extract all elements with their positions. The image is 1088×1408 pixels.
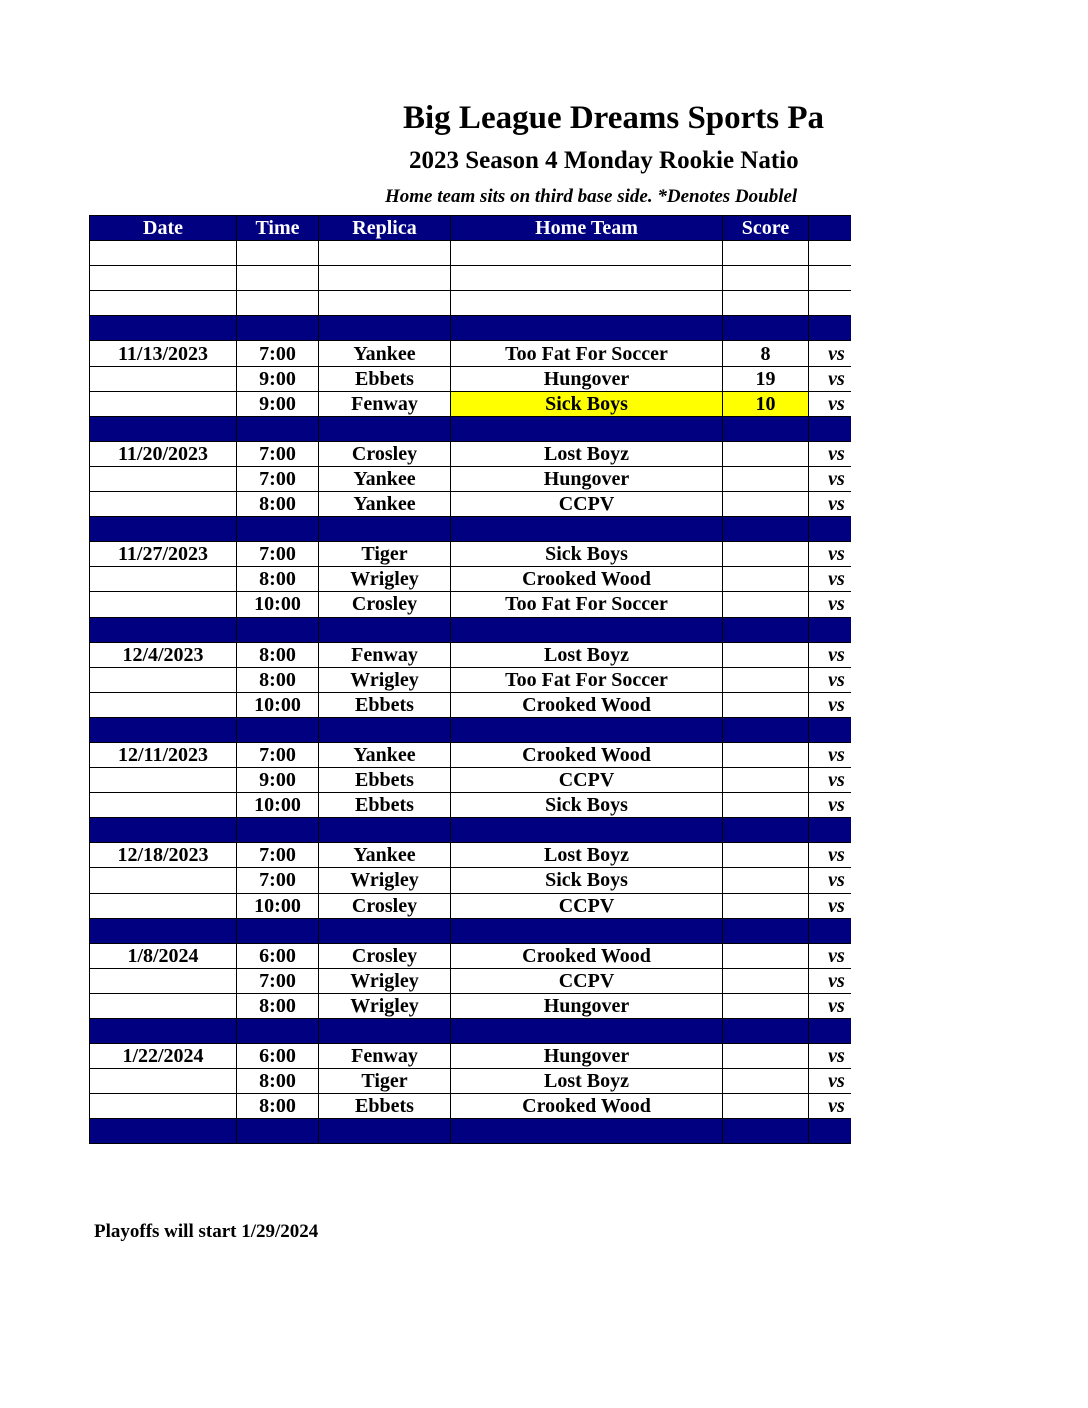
column-header-home-team: Home Team — [451, 216, 723, 241]
score-cell — [723, 768, 809, 793]
vs-cell: vs — [809, 793, 852, 818]
home-team-cell — [451, 918, 723, 943]
table-row — [90, 968, 852, 993]
home-team-cell: Sick Boys — [451, 868, 723, 893]
date-cell — [90, 466, 237, 491]
table-row — [90, 542, 852, 567]
home-team-cell: Sick Boys — [451, 793, 723, 818]
vs-cell — [809, 1119, 852, 1144]
vs-cell — [809, 316, 852, 341]
separator-row — [90, 918, 852, 943]
score-cell — [723, 617, 809, 642]
time-cell — [237, 818, 319, 843]
date-cell: 12/11/2023 — [90, 742, 237, 767]
replica-cell — [319, 316, 451, 341]
column-header-vs — [809, 216, 852, 241]
table-row — [90, 341, 852, 366]
date-cell: 12/4/2023 — [90, 642, 237, 667]
score-cell — [723, 266, 809, 291]
home-team-cell: Lost Boyz — [451, 642, 723, 667]
date-cell: 12/18/2023 — [90, 843, 237, 868]
separator-row — [90, 416, 852, 441]
home-team-cell — [451, 416, 723, 441]
score-cell — [723, 843, 809, 868]
time-cell: 6:00 — [237, 1044, 319, 1069]
date-cell — [90, 241, 237, 266]
date-cell: 1/22/2024 — [90, 1044, 237, 1069]
blank-row — [90, 241, 852, 266]
home-team-cell — [451, 316, 723, 341]
replica-cell — [319, 918, 451, 943]
replica-cell: Wrigley — [319, 868, 451, 893]
score-cell — [723, 667, 809, 692]
home-team-cell: Lost Boyz — [451, 843, 723, 868]
replica-cell: Yankee — [319, 843, 451, 868]
date-cell — [90, 517, 237, 542]
score-cell — [723, 316, 809, 341]
home-team-cell — [451, 617, 723, 642]
vs-cell: vs — [809, 1069, 852, 1094]
home-team-cell — [451, 291, 723, 316]
home-team-cell: Hungover — [451, 466, 723, 491]
separator-row — [90, 517, 852, 542]
vs-cell: vs — [809, 592, 852, 617]
table-row — [90, 667, 852, 692]
date-cell — [90, 1119, 237, 1144]
separator-row — [90, 1119, 852, 1144]
vs-cell: vs — [809, 366, 852, 391]
replica-cell: Ebbets — [319, 768, 451, 793]
score-cell — [723, 993, 809, 1018]
table-row — [90, 1094, 852, 1119]
schedule-body — [90, 241, 852, 1144]
score-cell — [723, 918, 809, 943]
date-cell — [90, 993, 237, 1018]
score-cell — [723, 492, 809, 517]
score-cell — [723, 1094, 809, 1119]
vs-cell — [809, 291, 852, 316]
score-cell — [723, 1069, 809, 1094]
home-team-cell: Too Fat For Soccer — [451, 592, 723, 617]
date-cell — [90, 1019, 237, 1044]
time-cell: 9:00 — [237, 768, 319, 793]
vs-cell: vs — [809, 492, 852, 517]
vs-cell — [809, 416, 852, 441]
vs-cell: vs — [809, 1044, 852, 1069]
score-cell: 10 — [723, 391, 809, 416]
score-cell — [723, 416, 809, 441]
date-cell — [90, 492, 237, 517]
vs-cell — [809, 818, 852, 843]
vs-cell: vs — [809, 768, 852, 793]
table-row — [90, 441, 852, 466]
playoffs-note: Playoffs will start 1/29/2024 — [94, 1221, 319, 1242]
time-cell: 9:00 — [237, 391, 319, 416]
time-cell: 7:00 — [237, 742, 319, 767]
home-team-cell — [451, 517, 723, 542]
score-cell — [723, 567, 809, 592]
home-team-cell — [451, 241, 723, 266]
score-cell — [723, 742, 809, 767]
score-cell — [723, 1019, 809, 1044]
time-cell: 7:00 — [237, 466, 319, 491]
time-cell: 7:00 — [237, 868, 319, 893]
replica-cell: Yankee — [319, 492, 451, 517]
score-cell — [723, 818, 809, 843]
home-team-cell: Hungover — [451, 366, 723, 391]
time-cell: 10:00 — [237, 592, 319, 617]
score-cell — [723, 466, 809, 491]
time-cell: 7:00 — [237, 341, 319, 366]
vs-cell: vs — [809, 667, 852, 692]
separator-row — [90, 1019, 852, 1044]
home-team-cell — [451, 1119, 723, 1144]
time-cell — [237, 617, 319, 642]
table-row — [90, 742, 852, 767]
time-cell: 7:00 — [237, 542, 319, 567]
replica-cell: Yankee — [319, 466, 451, 491]
vs-cell: vs — [809, 341, 852, 366]
date-cell — [90, 617, 237, 642]
home-team-cell: Lost Boyz — [451, 1069, 723, 1094]
date-cell: 11/27/2023 — [90, 542, 237, 567]
home-team-cell: Hungover — [451, 1044, 723, 1069]
time-cell: 8:00 — [237, 993, 319, 1018]
schedule-table — [89, 215, 851, 1144]
replica-cell — [319, 266, 451, 291]
replica-cell: Crosley — [319, 943, 451, 968]
blank-row — [90, 266, 852, 291]
vs-cell: vs — [809, 868, 852, 893]
replica-cell — [319, 717, 451, 742]
blank-row — [90, 291, 852, 316]
home-team-cell: Crooked Wood — [451, 943, 723, 968]
replica-cell — [319, 617, 451, 642]
replica-cell: Wrigley — [319, 567, 451, 592]
time-cell — [237, 1019, 319, 1044]
score-cell — [723, 441, 809, 466]
replica-cell: Tiger — [319, 1069, 451, 1094]
date-cell — [90, 291, 237, 316]
table-row — [90, 642, 852, 667]
date-cell — [90, 1069, 237, 1094]
date-cell — [90, 768, 237, 793]
vs-cell — [809, 617, 852, 642]
time-cell: 8:00 — [237, 492, 319, 517]
time-cell: 7:00 — [237, 968, 319, 993]
column-header-date: Date — [90, 216, 237, 241]
table-row — [90, 466, 852, 491]
score-cell — [723, 592, 809, 617]
home-team-cell: CCPV — [451, 968, 723, 993]
time-cell: 7:00 — [237, 843, 319, 868]
score-cell — [723, 943, 809, 968]
replica-cell: Ebbets — [319, 692, 451, 717]
date-cell — [90, 316, 237, 341]
date-cell — [90, 868, 237, 893]
replica-cell — [319, 818, 451, 843]
date-cell: 11/20/2023 — [90, 441, 237, 466]
replica-cell: Crosley — [319, 592, 451, 617]
date-cell: 11/13/2023 — [90, 341, 237, 366]
home-team-cell: Crooked Wood — [451, 692, 723, 717]
time-cell — [237, 918, 319, 943]
table-row — [90, 993, 852, 1018]
date-cell — [90, 266, 237, 291]
table-row — [90, 492, 852, 517]
date-cell — [90, 391, 237, 416]
date-cell — [90, 717, 237, 742]
separator-row — [90, 316, 852, 341]
score-cell — [723, 1044, 809, 1069]
replica-cell: Ebbets — [319, 1094, 451, 1119]
home-team-cell: Too Fat For Soccer — [451, 667, 723, 692]
time-cell: 8:00 — [237, 567, 319, 592]
table-row — [90, 692, 852, 717]
vs-cell — [809, 266, 852, 291]
date-cell — [90, 968, 237, 993]
date-cell: 1/8/2024 — [90, 943, 237, 968]
table-row — [90, 366, 852, 391]
time-cell — [237, 416, 319, 441]
replica-cell: Wrigley — [319, 993, 451, 1018]
replica-cell — [319, 517, 451, 542]
time-cell — [237, 291, 319, 316]
separator-row — [90, 818, 852, 843]
time-cell — [237, 266, 319, 291]
time-cell — [237, 241, 319, 266]
time-cell: 9:00 — [237, 366, 319, 391]
document-title: Big League Dreams Sports Pa — [403, 100, 825, 136]
replica-cell: Wrigley — [319, 667, 451, 692]
home-team-cell: Crooked Wood — [451, 567, 723, 592]
vs-cell — [809, 241, 852, 266]
table-row — [90, 943, 852, 968]
replica-cell: Crosley — [319, 893, 451, 918]
vs-cell: vs — [809, 843, 852, 868]
home-team-cell: Sick Boys — [451, 542, 723, 567]
date-cell — [90, 567, 237, 592]
vs-cell: vs — [809, 1094, 852, 1119]
replica-cell — [319, 1119, 451, 1144]
date-cell — [90, 818, 237, 843]
score-cell — [723, 1119, 809, 1144]
time-cell: 8:00 — [237, 1094, 319, 1119]
score-cell — [723, 717, 809, 742]
home-team-cell: Crooked Wood — [451, 1094, 723, 1119]
replica-cell — [319, 416, 451, 441]
vs-cell: vs — [809, 391, 852, 416]
table-row — [90, 592, 852, 617]
vs-cell: vs — [809, 943, 852, 968]
score-cell — [723, 642, 809, 667]
replica-cell: Yankee — [319, 341, 451, 366]
replica-cell: Yankee — [319, 742, 451, 767]
replica-cell: Fenway — [319, 1044, 451, 1069]
column-header-time: Time — [237, 216, 319, 241]
vs-cell — [809, 717, 852, 742]
home-team-cell: CCPV — [451, 492, 723, 517]
replica-cell: Ebbets — [319, 793, 451, 818]
score-cell — [723, 793, 809, 818]
document-subtitle: 2023 Season 4 Monday Rookie Natio — [409, 147, 799, 174]
time-cell — [237, 316, 319, 341]
score-cell — [723, 868, 809, 893]
vs-cell: vs — [809, 993, 852, 1018]
home-team-cell: Lost Boyz — [451, 441, 723, 466]
date-cell — [90, 793, 237, 818]
vs-cell: vs — [809, 968, 852, 993]
score-cell — [723, 241, 809, 266]
time-cell: 8:00 — [237, 667, 319, 692]
table-row — [90, 893, 852, 918]
home-team-cell: Sick Boys — [451, 391, 723, 416]
date-cell — [90, 667, 237, 692]
time-cell: 8:00 — [237, 1069, 319, 1094]
score-cell — [723, 291, 809, 316]
replica-cell: Wrigley — [319, 968, 451, 993]
table-row — [90, 868, 852, 893]
score-cell — [723, 968, 809, 993]
date-cell — [90, 366, 237, 391]
time-cell — [237, 517, 319, 542]
time-cell — [237, 717, 319, 742]
vs-cell — [809, 1019, 852, 1044]
date-cell — [90, 416, 237, 441]
table-row — [90, 391, 852, 416]
replica-cell: Ebbets — [319, 366, 451, 391]
home-team-cell — [451, 818, 723, 843]
table-row — [90, 1044, 852, 1069]
vs-cell: vs — [809, 642, 852, 667]
vs-cell: vs — [809, 441, 852, 466]
date-cell — [90, 592, 237, 617]
date-cell — [90, 918, 237, 943]
table-row — [90, 843, 852, 868]
vs-cell — [809, 517, 852, 542]
home-team-cell — [451, 717, 723, 742]
vs-cell: vs — [809, 692, 852, 717]
vs-cell: vs — [809, 742, 852, 767]
score-cell — [723, 692, 809, 717]
replica-cell: Tiger — [319, 542, 451, 567]
vs-cell: vs — [809, 567, 852, 592]
score-cell — [723, 893, 809, 918]
vs-cell — [809, 918, 852, 943]
table-row — [90, 793, 852, 818]
date-cell — [90, 893, 237, 918]
date-cell — [90, 692, 237, 717]
table-row — [90, 768, 852, 793]
vs-cell: vs — [809, 466, 852, 491]
replica-cell — [319, 291, 451, 316]
date-cell — [90, 1094, 237, 1119]
time-cell: 10:00 — [237, 692, 319, 717]
home-team-cell: Hungover — [451, 993, 723, 1018]
score-cell — [723, 542, 809, 567]
separator-row — [90, 617, 852, 642]
replica-cell: Fenway — [319, 391, 451, 416]
home-team-cell: Crooked Wood — [451, 742, 723, 767]
score-cell: 8 — [723, 341, 809, 366]
column-header-score: Score — [723, 216, 809, 241]
table-row — [90, 567, 852, 592]
score-cell: 19 — [723, 366, 809, 391]
table-row — [90, 1069, 852, 1094]
vs-cell: vs — [809, 542, 852, 567]
time-cell: 10:00 — [237, 793, 319, 818]
time-cell: 7:00 — [237, 441, 319, 466]
home-team-cell — [451, 1019, 723, 1044]
home-team-cell: CCPV — [451, 768, 723, 793]
time-cell: 10:00 — [237, 893, 319, 918]
home-team-cell: CCPV — [451, 893, 723, 918]
time-cell — [237, 1119, 319, 1144]
score-cell — [723, 517, 809, 542]
home-team-cell — [451, 266, 723, 291]
column-header-replica: Replica — [319, 216, 451, 241]
home-team-cell: Too Fat For Soccer — [451, 341, 723, 366]
replica-cell: Crosley — [319, 441, 451, 466]
vs-cell: vs — [809, 893, 852, 918]
table-header-row — [90, 216, 852, 241]
time-cell: 6:00 — [237, 943, 319, 968]
schedule-note: Home team sits on third base side. *Denotes Doublel — [385, 186, 798, 207]
replica-cell — [319, 1019, 451, 1044]
replica-cell: Fenway — [319, 642, 451, 667]
separator-row — [90, 717, 852, 742]
replica-cell — [319, 241, 451, 266]
time-cell: 8:00 — [237, 642, 319, 667]
